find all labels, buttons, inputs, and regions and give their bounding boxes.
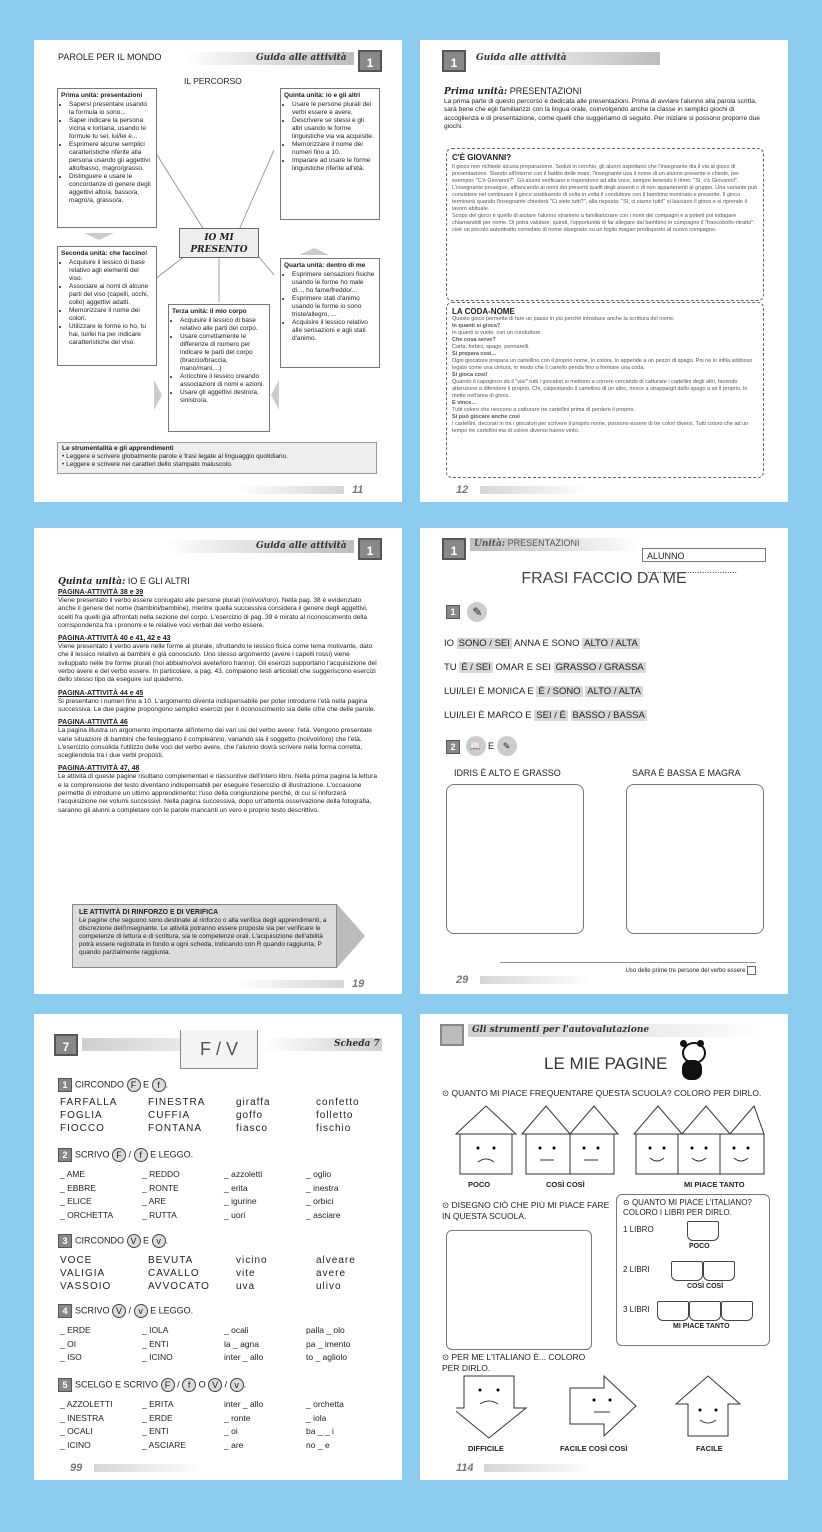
arrows-row[interactable] bbox=[456, 1374, 756, 1440]
section-heading: PAGINA-ATTIVITÀ 46 bbox=[58, 719, 128, 727]
choice[interactable]: SEI / È bbox=[536, 710, 566, 721]
book-icon[interactable] bbox=[721, 1301, 753, 1321]
arrow-up-icon[interactable] bbox=[676, 1376, 740, 1436]
exercise1-label bbox=[446, 602, 487, 622]
unit4-item: • Esprimere sensazioni fisiche usando le forme ho male di..., ho fame/freddo/... bbox=[292, 271, 376, 295]
section-heading: PAGINA-ATTIVITÀ 47, 48 bbox=[58, 765, 140, 773]
exercise5-words bbox=[60, 1398, 386, 1452]
word-item[interactable]: _ oglio bbox=[306, 1169, 332, 1179]
unit1-item: • Sapersi presentare usando la formula io sono... bbox=[69, 101, 153, 117]
word-item[interactable]: VALIGIA bbox=[60, 1268, 106, 1279]
word-item[interactable]: vicino bbox=[236, 1255, 268, 1266]
page-29 bbox=[420, 528, 788, 994]
choice[interactable]: È / SONO bbox=[538, 686, 581, 697]
word-item[interactable]: _ AME bbox=[60, 1169, 86, 1179]
choice[interactable]: ALTO / ALTA bbox=[587, 686, 641, 697]
word-item[interactable]: _ orbici bbox=[306, 1196, 334, 1206]
sections bbox=[58, 584, 380, 815]
question-2: ⊙ DISEGNO CIÒ CHE PIÙ MI PIACE FARE IN QUESTA SCUOLA. bbox=[442, 1200, 610, 1221]
drawing-area-2[interactable] bbox=[626, 784, 764, 934]
page-number: 12 bbox=[456, 484, 469, 496]
section-heading: PAGINA-ATTIVITÀ 38 e 39 bbox=[58, 589, 144, 596]
footnote: Uso delle prime tre persone del verbo essere bbox=[500, 962, 756, 975]
caption-1: IDRIS È ALTO E GRASSO bbox=[454, 768, 561, 778]
word-item[interactable]: _ EBBRE bbox=[60, 1182, 96, 1193]
unit2-item: • Memorizzare il nome dei colori. bbox=[69, 307, 153, 323]
word-item[interactable]: _ ELICE bbox=[60, 1196, 92, 1206]
sentence-rows bbox=[444, 632, 774, 728]
word-item[interactable]: to _ agliolo bbox=[306, 1352, 348, 1362]
exercise3-instr: 3 CIRCONDO V E v . bbox=[58, 1234, 168, 1248]
word-item[interactable]: FOGLIA bbox=[60, 1110, 103, 1121]
word-item[interactable]: inter _ allo bbox=[224, 1352, 264, 1362]
alunno-field[interactable]: ALUNNO .................................... bbox=[642, 548, 766, 562]
unit-heading: Prima unità: PRESENTAZIONI bbox=[444, 86, 582, 97]
unit5-item: • Imparare ad usare le forme linguistiche riferite all'età. bbox=[292, 157, 376, 173]
word-item[interactable]: _ oi bbox=[224, 1426, 238, 1436]
page-number: 11 bbox=[352, 484, 364, 496]
word-item[interactable]: FINESTRA bbox=[148, 1097, 206, 1108]
worksheet-title: F / V bbox=[180, 1030, 258, 1069]
word-item[interactable]: _ inestra bbox=[306, 1182, 339, 1193]
word-item[interactable]: _ ICINO bbox=[60, 1439, 91, 1450]
exercise2-label bbox=[446, 736, 517, 756]
footer-item: • Leggere e scrivere nei caratteri dello stampato maiuscolo. bbox=[62, 461, 233, 468]
section-heading: PAGINA-ATTIVITÀ 40 e 41, 42 e 43 bbox=[58, 635, 171, 643]
exercise1-instr: 1 CIRCONDO F E f . bbox=[58, 1078, 168, 1092]
arrow-shape bbox=[337, 904, 367, 968]
book-icon: 📖 bbox=[466, 736, 486, 756]
page-19 bbox=[34, 528, 402, 994]
word-item[interactable]: FIOCCO bbox=[60, 1123, 105, 1134]
word-item[interactable]: _ azzoletti bbox=[224, 1169, 263, 1179]
pencil-icon: ✎ bbox=[497, 736, 517, 756]
books-1-label: POCO bbox=[689, 1243, 710, 1250]
unit3-box bbox=[168, 304, 270, 432]
word-item[interactable]: vite bbox=[236, 1268, 256, 1279]
word-item[interactable]: _ ocali bbox=[224, 1325, 249, 1335]
unit3-item: • Usare correttamente le differenze di numero per indicare le parti del corpo (braccio/braccia, mano/mani,...) bbox=[180, 333, 266, 373]
unit3-item: • Acquisire il lessico di base relativo alle parti del corpo. bbox=[180, 317, 266, 333]
word-item[interactable]: FONTANA bbox=[148, 1123, 203, 1134]
unit2-title: Seconda unità: che faccino! bbox=[61, 250, 148, 257]
word-item[interactable]: avere bbox=[316, 1268, 347, 1279]
game2-q: Si prepara così... bbox=[452, 351, 497, 357]
unit-number-badge: 1 bbox=[442, 538, 466, 560]
drawing-area[interactable] bbox=[446, 1230, 592, 1350]
unit3-item: • Arricchire il lessico creando associazioni di nomi e azioni. bbox=[180, 373, 266, 389]
word-item[interactable]: _ IOLA bbox=[142, 1325, 169, 1335]
exercise-number: 2 bbox=[446, 740, 460, 754]
book-icon[interactable] bbox=[703, 1261, 735, 1281]
book-icon[interactable] bbox=[689, 1301, 721, 1321]
game2-intro: Questo gioco permette di fare un passo in più perché introduce anche la scrittura del nome. bbox=[452, 316, 675, 322]
word-item[interactable]: _ erita bbox=[224, 1182, 248, 1193]
e-label: E bbox=[488, 741, 495, 751]
drawing-area-1[interactable] bbox=[446, 784, 584, 934]
footer-item: • Leggere e scrivere globalmente parole e frasi legate al linguaggio quotidiano. bbox=[62, 453, 288, 460]
exercise3-words bbox=[60, 1254, 396, 1293]
word-item[interactable]: _ igurine bbox=[224, 1196, 257, 1206]
word-item[interactable]: _ OI bbox=[60, 1338, 77, 1349]
house-label-3: MI PIACE TANTO bbox=[684, 1180, 745, 1189]
question-1: ⊙ QUANTO MI PIACE FREQUENTARE QUESTA SCUOLA? COLORO PER DIRLO. bbox=[442, 1088, 762, 1098]
exercise2-words bbox=[60, 1168, 386, 1222]
choice[interactable]: ALTO / ALTA bbox=[584, 638, 638, 649]
house-3[interactable] bbox=[634, 1106, 764, 1174]
unit-number-badge: 1 bbox=[358, 538, 382, 560]
percorso-title: IL PERCORSO bbox=[184, 76, 242, 86]
unit5-box bbox=[280, 88, 380, 220]
house-label-2: COSÌ COSÌ bbox=[546, 1180, 585, 1189]
game2-q: Si può giocare anche così bbox=[452, 414, 520, 420]
word-item[interactable]: _ ERDE bbox=[60, 1325, 91, 1335]
header: Gli strumenti per l'autovalutazione bbox=[472, 1025, 650, 1035]
word-item[interactable]: _ OCALI bbox=[60, 1426, 93, 1436]
verifica-box bbox=[72, 904, 337, 968]
arrow-label-1: DIFFICILE bbox=[468, 1444, 504, 1453]
game2-a: Ogni giocatore prepara un cartellino con il proprio nome, lo colora, lo appende a un pezzo di spago. Poi ne lo infila addosso legato come una cintura, in modo che il cartello penda fino a formare una coda. bbox=[452, 358, 753, 371]
footer-title: Le strumentalità e gli apprendimenti bbox=[62, 445, 174, 452]
unit-number-badge: 1 bbox=[442, 50, 466, 72]
page-114 bbox=[420, 1014, 788, 1480]
word-item[interactable]: _ ENTI bbox=[142, 1338, 169, 1349]
books-2: 2 LIBRI bbox=[623, 1265, 650, 1274]
question-3: ⊙ QUANTO MI PIACE L'ITALIANO? COLORO I LIBRI PER DIRLO. bbox=[623, 1198, 752, 1217]
word-item[interactable]: _ ORCHETTA bbox=[60, 1209, 114, 1220]
word-item[interactable]: CUFFIA bbox=[148, 1110, 191, 1121]
exercise-number: 1 bbox=[446, 605, 460, 619]
unit2-item: • Associare ai nomi di alcune parti del viso (capelli, occhi, collo) aggettivi adatti. bbox=[69, 283, 153, 307]
choice[interactable]: È / SEI bbox=[461, 662, 491, 673]
learning-footer bbox=[57, 442, 377, 474]
houses-row[interactable] bbox=[450, 1104, 770, 1184]
arrow-down-icon[interactable] bbox=[456, 1376, 526, 1438]
arrow-right-icon[interactable] bbox=[570, 1376, 636, 1436]
word-item[interactable]: _ ENTI bbox=[142, 1426, 169, 1436]
exercise4-words bbox=[60, 1324, 386, 1365]
unit2-item: • Utilizzare le forme io ho, tu hai, lui/lei ha per indicare caratteristiche del viso. bbox=[69, 323, 153, 347]
word-item[interactable]: fischio bbox=[316, 1123, 352, 1134]
unit4-title: Quarta unità: dentro di me bbox=[284, 262, 366, 269]
game2-q: E vince... bbox=[452, 400, 476, 406]
sentence-row: LUI/LEI È MONICA E È / SONO ALTO / ALTA bbox=[444, 686, 641, 697]
game2-a: Quando il capogioco dà il "via!" tutti i giocatori si mettono a correre cercando di catturare i cartellini degli altri, facendo attenzione a difendere il proprio. Chi, calpestando il cartellino di un altro, riesce a strappargli dallo spago a sé il proprio, lo mette nell'area di gioco. bbox=[452, 379, 748, 399]
word-item[interactable]: BEVUTA bbox=[148, 1255, 194, 1266]
page-title: LE MIE PAGINE bbox=[544, 1054, 668, 1073]
word-item[interactable]: ulivo bbox=[316, 1281, 342, 1292]
choice[interactable]: BASSO / BASSA bbox=[572, 710, 645, 721]
word-item[interactable]: _ ASCIARE bbox=[142, 1439, 186, 1450]
section-text: Viene presentato il verbo essere coniugato alle persone plurali (noi/voi/loro). Nella pag. 38 è evidenziato anche il genere del nome (bambini/bambine), mentre quella successiva considera il genere degli aggettivi, scelti fra quelli già affrontati nella sezione del corpo. L'esercizio di pag. 39 è mirato al riconoscimento della corrispondenza fra i pronomi e le relative voci verbali del verbo essere. bbox=[58, 597, 368, 629]
section-text: La pagina illustra un argomento importante all'interno dei vari usi del verbo avere: l'età. Vengono presentate varie situazioni di bambini che festeggiano il compleanno, variando sia il soggetto (noi/voi/loro) che l'età. L'esercizio consolida l'utilizzo delle voci del verbo avere, che l'alunno dovrà scrivere nella forma corretta, scegliendola tra i due verbi proposti. bbox=[58, 727, 373, 760]
game2-a: I cartellini, decorati in tra i giocatori per scrivere il proprio nome, possono essere di tre colori diversi. Tutti coloro che ad un tempo tre cartellini ma di colore diverso hanno vinto. bbox=[452, 421, 749, 434]
section-text: Viene presentato il verbo avere nelle forme al plurale, sfruttando le lessico fisica come tema motivante, dato che il lessico relativo ai bambini è già conosciuto. Uno stesso argomento (avere i capelli rossi) viene sviluppato nelle tre forme plurali (noi abbiamo/voi avete/loro hanno). Gli esercizi supportano l'acquisizione del verbo avere e del verbo essere. In particolare, a pag. 43, compaiono testi articolati che suggeriscono esercizi dello stesso tipo da eseguire sul quaderno. bbox=[58, 643, 377, 684]
unit-heading: Quinta unità: IO E GLI ALTRI bbox=[58, 576, 190, 587]
word-item[interactable]: palla _ olo bbox=[306, 1325, 345, 1335]
header-left: PAROLE PER IL MONDO bbox=[58, 52, 162, 62]
word-item[interactable]: _ ICINO bbox=[142, 1352, 173, 1362]
books-3-label: MI PIACE TANTO bbox=[673, 1323, 730, 1330]
house-2[interactable] bbox=[522, 1106, 618, 1174]
checkbox[interactable] bbox=[747, 966, 756, 975]
game1-text: Il gioco non richiede alcuna preparazione. Seduti in cerchio, gli alunni aspettano che l'insegnante dia il via al gioco di presentazione. Stando all'interno con il battito delle mani, l'insegnante usa il nome di un alunno presente e chiede, per esempio: "C'è Giovanni?". Gli alunni verificano e rispondono ad alta voce, sempre tenendo il ritmo: "Sì, c'è Giovanni!". L'insegnante prosegue, affiancando ai nomi dei presenti quelli degli assenti o di non appartenenti al gruppo. Una variante può consistere nel continuare il gioco sostituendo di volta in volta il conduttore con il bambino nominato e presente. Il gioco terminerà quando l'insegnante chiederà "Ci siete tutti?", alla risposta: "Sì, ci siamo tutti!" si lasciano il gioco e si riprende il lavoro abituale. bbox=[452, 164, 758, 212]
choice[interactable]: SONO / SEI bbox=[458, 638, 510, 649]
word-item[interactable]: CAVALLO bbox=[148, 1268, 200, 1279]
unit1-item: • Esprimere alcune semplici caratteristiche riferite alla persona usando gli aggettivi alto/basso, magro/grasso. bbox=[69, 141, 153, 173]
word-item[interactable]: AVVOCATO bbox=[148, 1281, 210, 1292]
house-label-1: POCO bbox=[468, 1180, 491, 1189]
unit-heading: Unità: PRESENTAZIONI bbox=[474, 538, 580, 549]
house-1[interactable] bbox=[456, 1106, 516, 1174]
exercise5-instr: 5 SCELGO E SCRIVO F / f O V / v . bbox=[58, 1378, 246, 1392]
word-item[interactable]: _ REDDO bbox=[142, 1169, 180, 1179]
exercise2-instr: 2 SCRIVO F / f E LEGGO. bbox=[58, 1148, 193, 1162]
game1-box bbox=[446, 148, 764, 301]
page-12 bbox=[420, 40, 788, 502]
italiano-box bbox=[616, 1194, 770, 1346]
word-item[interactable]: _ ISO bbox=[60, 1352, 82, 1362]
header-right: Guida alle attività bbox=[256, 53, 347, 63]
game2-a: Carta, forbici, spago, pennarelli. bbox=[452, 344, 530, 350]
arrow-label-3: FACILE bbox=[696, 1444, 723, 1453]
game2-q: Si gioca così! bbox=[452, 372, 488, 378]
sentence-row: TU È / SEI OMAR E SEI GRASSO / GRASSA bbox=[444, 662, 644, 673]
unit-number-badge: 1 bbox=[358, 50, 382, 72]
unit1-item: • Saper indicare la persona vicina e lontana, usando le formule tu sei, lui/lei è... bbox=[69, 117, 153, 141]
word-item[interactable]: ba _ _ i bbox=[306, 1426, 334, 1436]
game1-scope: Scopo del gioco è quello di aiutare l'alunno straniero a familiarizzare con i nomi dei compagni e a poterli poi indagare chiamandoli per nome. Di potrà valutare, quindi, l'opportunità di far allegare dal bambino in compagno il "francobollo-ritratto": cioè un piccolo autoritratto corredato di nome disegnato su un foglio magari predisposto al nuovo compagno. bbox=[452, 213, 755, 233]
page-number: 19 bbox=[352, 978, 365, 990]
word-item[interactable]: VASSOIO bbox=[60, 1281, 112, 1292]
unit1-item: • Distinguere e usare le concordanze di genere degli aggettivi alto/a, basso/a, magro/a, grasso/a. bbox=[69, 173, 153, 205]
books-3: 3 LIBRI bbox=[623, 1305, 650, 1314]
unit5-item: • Memorizzare il nome dei numeri fino a 10. bbox=[292, 141, 376, 157]
word-item[interactable]: _ asciare bbox=[306, 1209, 341, 1220]
game2-a: In quanti si vuole, con un conduttore. bbox=[452, 330, 542, 336]
choice[interactable]: GRASSO / GRASSA bbox=[555, 662, 644, 673]
caption-2: SARA È BASSA E MAGRA bbox=[632, 768, 741, 778]
word-item[interactable]: la _ agna bbox=[224, 1338, 259, 1349]
unit2-item: • Acquisire il lessico di base relativo agli elementi del viso. bbox=[69, 259, 153, 283]
word-item[interactable]: alveare bbox=[316, 1255, 356, 1266]
section-text: Le attività di queste pagine risultano complementari e riassuntive dell'intero libro. Nella prima pagina la lettura e la comprensione del testo diventano indispensabili per eseguire l'esercizio di illustrazione. L'occasione permette di introdurre un ultimo apprendimento: l'uso della congiunzione perché, di cui si rinforzerà l'acquisizione nei volumi successivi. Nella pagina successiva, dopo un'attenta osservazione della fotografia, saranno gli alunni a completare con le parole mancanti un vero e proprio testo descrittivo. bbox=[58, 773, 378, 814]
word-item[interactable]: confetto bbox=[316, 1097, 360, 1108]
word-item[interactable]: VOCE bbox=[60, 1255, 93, 1266]
word-item[interactable]: _ AZZOLETTI bbox=[60, 1399, 113, 1409]
word-item[interactable]: _ ARE bbox=[142, 1196, 167, 1206]
book-icon[interactable] bbox=[687, 1221, 719, 1241]
unit2-box bbox=[57, 246, 157, 366]
game2-title: LA CODA-NOME bbox=[452, 307, 515, 316]
word-item[interactable]: _ RUTTA bbox=[142, 1209, 177, 1220]
word-item[interactable]: no _ e bbox=[306, 1439, 330, 1450]
unit4-item: • Acquisire il lessico relativo alle sensazioni e agli stati d'animo. bbox=[292, 319, 376, 343]
exercise4-instr: 4 SCRIVO V / v E LEGGO. bbox=[58, 1304, 193, 1318]
arrow-label-2: FACILE COSÌ COSÌ bbox=[560, 1444, 628, 1453]
word-item[interactable]: _ uori bbox=[224, 1209, 246, 1220]
center-box: IO MI PRESENTO bbox=[179, 228, 259, 258]
intro-text: La prima parte di questo percorso è dedicata alle presentazioni. Prima di avviare l'alunno alla parola scritta, sarà bene che egli familiarizzi con la lingua orale, coinvolgendo anche la classe in semplici giochi di accoglienza e di presentazione, come quelli che suggeriamo di seguito. Per iniziare si possono proporre due giochi. bbox=[444, 98, 760, 130]
unit5-item: • Descrivere se stessi e gli altri usando le forme linguistiche via via acquisite. bbox=[292, 117, 376, 141]
corner-badge bbox=[440, 1024, 464, 1046]
books-2-label: COSÌ COSÌ bbox=[687, 1283, 724, 1290]
word-item[interactable]: _ are bbox=[224, 1439, 244, 1450]
word-item[interactable]: _ RONTE bbox=[142, 1182, 179, 1193]
books-1: 1 LIBRO bbox=[623, 1225, 654, 1234]
game2-q: Che cosa serve? bbox=[452, 337, 496, 343]
header: Scheda 7 bbox=[334, 1039, 380, 1049]
sentence-row: IO SONO / SEI ANNA E SONO ALTO / ALTA bbox=[444, 638, 638, 649]
word-item[interactable]: _ ERDE bbox=[142, 1412, 173, 1423]
word-item[interactable]: giraffa bbox=[236, 1097, 271, 1108]
unit4-item: • Esprimere stati d'animo usando le forme io sono triste/allegro, ... bbox=[292, 295, 376, 319]
word-item[interactable]: folletto bbox=[316, 1110, 354, 1121]
book-icon[interactable] bbox=[671, 1261, 703, 1281]
page-number: 99 bbox=[70, 1462, 83, 1474]
word-item[interactable]: pa _ imento bbox=[306, 1338, 351, 1349]
word-item[interactable]: _ INESTRA bbox=[60, 1412, 104, 1423]
page-11 bbox=[34, 40, 402, 502]
exercise1-words bbox=[60, 1096, 396, 1135]
unit4-box bbox=[280, 258, 380, 368]
game2-a: Tutti coloro che riescono a catturare tre cartellini prima di perdere il proprio. bbox=[452, 407, 635, 413]
page-99 bbox=[34, 1014, 402, 1480]
word-item[interactable]: _ orchetta bbox=[306, 1399, 344, 1409]
page-number: 114 bbox=[456, 1462, 474, 1474]
unit3-title: Terza unità: il mio corpo bbox=[172, 308, 247, 315]
page-number: 29 bbox=[456, 974, 469, 986]
unit5-item: • Usare le persone plurali dei verbi essere e avere. bbox=[292, 101, 376, 117]
worksheet-title: FRASI FACCIO DA ME bbox=[521, 570, 687, 587]
section-heading: PAGINA-ATTIVITÀ 44 e 45 bbox=[58, 689, 144, 697]
panda-icon bbox=[678, 1042, 706, 1082]
word-item[interactable]: goffo bbox=[236, 1110, 264, 1121]
game2-q: In quanti si gioca? bbox=[452, 323, 501, 329]
word-item[interactable]: _ ronte bbox=[224, 1412, 251, 1423]
word-item[interactable]: inter _ allo bbox=[224, 1399, 264, 1409]
verifica-title: LE ATTIVITÀ DI RINFORZO E DI VERIFICA bbox=[79, 909, 219, 916]
section-text: Si presentano i numeri fino a 10. L'argomento diventa indispensabile per poter introdurre l'età nella pagina successiva. Le due pagine propongono semplici esercizi per il riconoscimento sia delle cifre che delle parole. bbox=[58, 697, 376, 713]
book-icon[interactable] bbox=[657, 1301, 689, 1321]
unit1-box bbox=[57, 88, 157, 228]
unit3-item: • Usare gli aggettivi destro/a, sinistro/a. bbox=[180, 389, 266, 405]
scheda-number-badge: 7 bbox=[54, 1034, 78, 1056]
word-item[interactable]: FARFALLA bbox=[60, 1097, 118, 1108]
pencil-icon: ✎ bbox=[467, 602, 487, 622]
game2-box bbox=[446, 302, 764, 478]
unit1-title: Prima unità: presentazioni bbox=[61, 92, 143, 99]
unit5-title: Quinta unità: io e gli altri bbox=[284, 92, 361, 99]
word-item[interactable]: uva bbox=[236, 1281, 256, 1292]
verifica-text: Le pagine che seguono sono destinate al rinforzo o alla verifica degli apprendimenti, a discrezione dell'insegnante. Le attività potranno essere proposte sia per verificare le competenze di lettura e di scrittura, sia le competenze orali. L'acquisizione dell'abilità potrà essere registrata in fondo a ogni scheda, indicando con R quando raggiunta, P quando parzialmente raggiunta. bbox=[79, 917, 327, 956]
game1-title: C'È GIOVANNI? bbox=[452, 153, 512, 162]
sentence-row: LUI/LEI È MARCO E SEI / È BASSO / BASSA bbox=[444, 710, 645, 721]
question-4: ⊙ PER ME L'ITALIANO È... COLORO PER DIRLO. bbox=[442, 1352, 586, 1373]
word-item[interactable]: _ iola bbox=[306, 1412, 327, 1423]
word-item[interactable]: _ ERITA bbox=[142, 1399, 174, 1409]
header: Guida alle attività bbox=[256, 541, 347, 551]
header: Guida alle attività bbox=[476, 53, 567, 63]
word-item[interactable]: fiasco bbox=[236, 1123, 269, 1134]
